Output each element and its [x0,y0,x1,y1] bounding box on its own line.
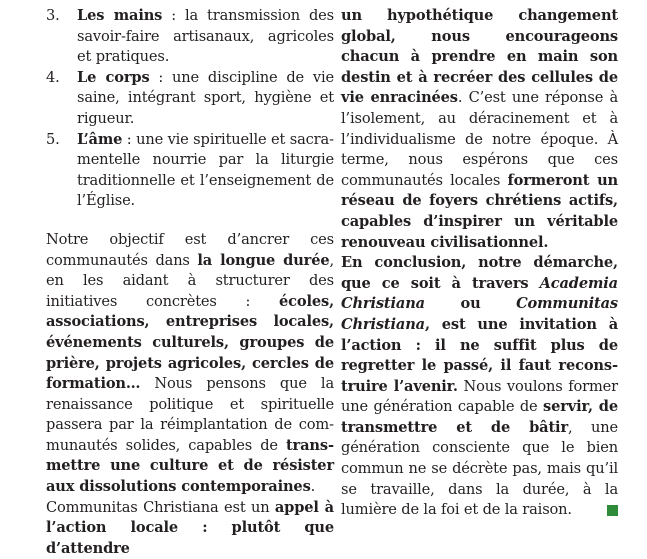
list-item-title: Les mains [77,7,163,24]
list-item [46,68,334,130]
list-item [46,130,334,212]
end-of-article-square-icon [607,505,618,516]
list-item-text: : une discipline de vie saine, intégrant sport, hygiène et rigueur. [77,68,334,127]
paragraph-conclusion: En conclusion, notre démarche, que ce soit à travers Academia Christiana ou Communitas Christiana, est une invitation à l’action : il ne suffit plus de regretter le passé, il faut reconstruire l’avenir. Nous voulons former une génération capable de servir, de transmettre et de bâtir, une génération consciente que le bien commun ne se décrète pas, mais qu’il se travaille, dans la durée, à la lumière de la foi et de la raison. [341,254,618,519]
paragraph-call-to-action: Communitas Christiana est un appel à l’action locale : plutôt que d’attendre [46,498,334,557]
paragraph-gap [46,212,334,230]
pillars-list [46,6,334,212]
list-item-title: Le corps [77,68,150,86]
list-item [46,6,334,68]
right-column [341,6,618,521]
list-item-title: L’âme [77,130,123,148]
paragraph-objective: Notre objectif est d’ancrer ces communautés dans la longue durée, en les aidant à structurer des initiatives concrètes : écoles, associations, entreprises locales, événements culturels, groupes de prière, projets agricoles, cercles de formation… Nous pensons que la renaissance politique et spirituelle passera par la réimplantation de communautés solides, capables de transmettre une culture et de résister aux dissolutions contemporaines. [46,230,334,496]
paragraph-continuation: un hypothétique changement global, nous encourageons chacun à prendre en main son destin et à recréer des cellules de vie enracinées. C’est une réponse à l’isolement, au déracinement et à l’individualisme de notre époque. À terme, nous espérons que ces communautés locales formeront un réseau de foyers chrétiens actifs, capables d’inspirer un véritable renouveau civilisationnel. [341,7,618,251]
left-column [46,6,334,559]
list-number: 4. [46,68,60,86]
list-number: 5. [46,130,60,148]
list-number: 3. [46,7,60,24]
list-item-text: : la transmission des savoir-faire artisanaux, agricoles et pratiques. [77,7,335,66]
list-item-text: : une vie spirituelle et sacramentelle nourrie par la liturgie traditionnelle et l’enseignement de l’Église. [77,130,334,210]
